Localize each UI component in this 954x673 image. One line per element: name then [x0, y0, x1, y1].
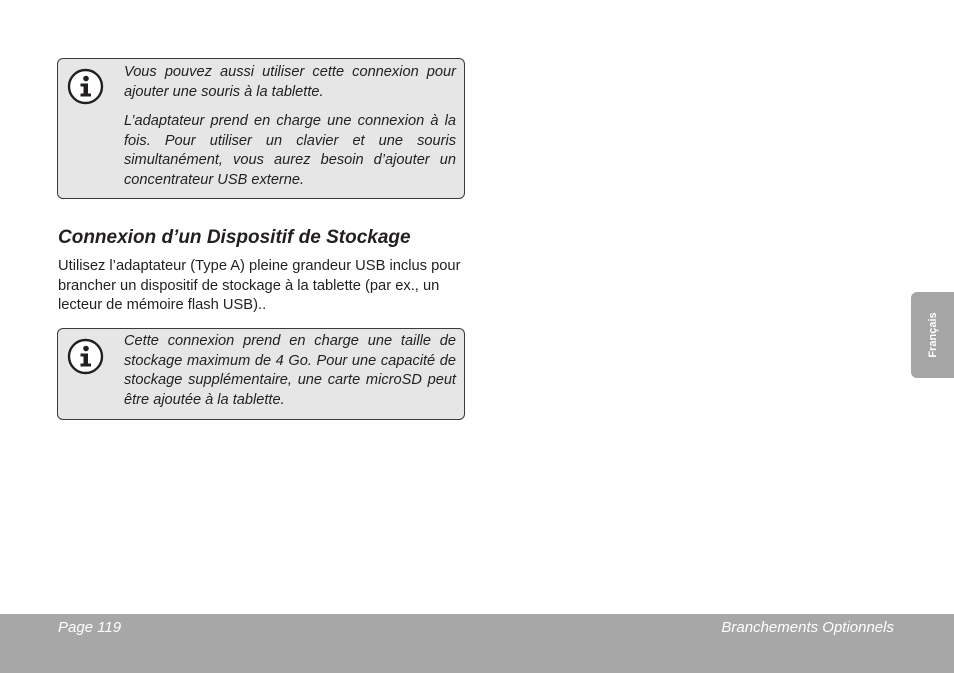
section-heading: Connexion d’un Dispositif de Stockage — [58, 227, 411, 248]
info-note — [57, 328, 465, 420]
note-paragraph: L’adaptateur prend en charge une connexion à la fois. Pour utiliser un clavier et une souris simultanément, vous aurez besoin d’ajouter un concentrateur USB externe. — [124, 113, 456, 188]
note-paragraph: Vous pouvez aussi utiliser cette connexion pour ajouter une souris à la tablette. — [124, 64, 456, 100]
language-tab-label: Français — [926, 312, 939, 358]
note-paragraph: Cette connexion prend en charge une taille de stockage maximum de 4 Go. Pour une capacité de stockage supplémentaire, une carte microSD peut être ajoutée à la tablette. — [124, 333, 456, 408]
info-icon — [67, 338, 104, 375]
language-tab — [911, 292, 954, 378]
chapter-title: Branchements Optionnels — [721, 619, 894, 636]
page-number: Page 119 — [58, 619, 122, 636]
info-note — [57, 58, 465, 199]
section-body: Utilisez l’adaptateur (Type A) pleine grandeur USB inclus pour brancher un dispositif de stockage à la tablette (par ex., un lecteur de mémoire flash USB).. — [58, 258, 461, 313]
info-icon — [67, 68, 104, 105]
page-footer — [0, 614, 954, 673]
